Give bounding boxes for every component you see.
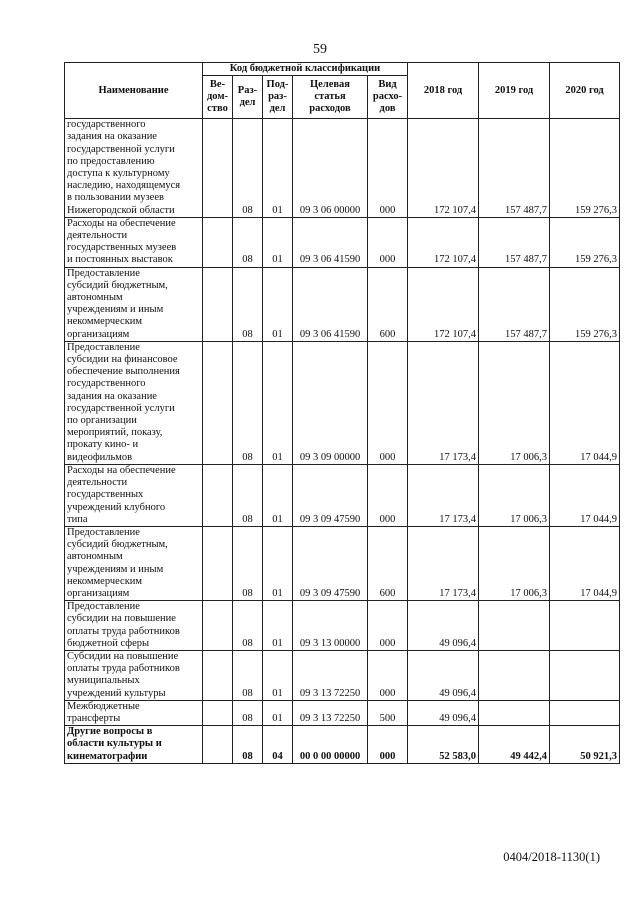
row-tselevaya-statya: 09 3 06 41590 bbox=[293, 217, 368, 267]
row-razdel: 08 bbox=[233, 650, 263, 700]
row-value-2019: 157 487,7 bbox=[479, 217, 550, 267]
row-value-2019: 157 487,7 bbox=[479, 119, 550, 218]
budget-table bbox=[64, 62, 620, 764]
row-value-2019: 49 442,4 bbox=[479, 726, 550, 764]
row-tselevaya-statya: 09 3 09 00000 bbox=[293, 341, 368, 464]
row-value-2018: 172 107,4 bbox=[408, 119, 479, 218]
row-podrazdel: 01 bbox=[263, 119, 293, 218]
row-value-2018: 17 173,4 bbox=[408, 464, 479, 526]
row-vedomstvo bbox=[203, 119, 233, 218]
row-tselevaya-statya: 09 3 13 72250 bbox=[293, 650, 368, 700]
row-vedomstvo bbox=[203, 726, 233, 764]
row-vid-raskhodov: 000 bbox=[368, 726, 408, 764]
row-value-2020: 17 044,9 bbox=[550, 526, 620, 600]
row-podrazdel: 01 bbox=[263, 650, 293, 700]
row-vedomstvo bbox=[203, 700, 233, 725]
row-value-2019: 17 006,3 bbox=[479, 341, 550, 464]
row-name: Предоставление субсидий бюджетным, автономным учреждениям и иным некоммерческим организациям bbox=[65, 267, 203, 341]
row-vid-raskhodov: 000 bbox=[368, 119, 408, 218]
row-name: Предоставление субсидий бюджетным, автономным учреждениям и иным некоммерческим организациям bbox=[65, 526, 203, 600]
row-vedomstvo bbox=[203, 217, 233, 267]
row-vid-raskhodov: 000 bbox=[368, 217, 408, 267]
header-tselevaya-statya: Целевая статья расходов bbox=[293, 76, 368, 119]
row-name: Расходы на обеспечение деятельности государственных музеев и постоянных выставок bbox=[65, 217, 203, 267]
row-vid-raskhodov: 000 bbox=[368, 650, 408, 700]
row-vid-raskhodov: 500 bbox=[368, 700, 408, 725]
row-value-2018: 17 173,4 bbox=[408, 341, 479, 464]
row-podrazdel: 01 bbox=[263, 267, 293, 341]
row-name: Предоставление субсидии на финансовое обеспечение выполнения государственного задания на оказание государственной услуги по организации мероприятий, показу, прокату кино- и видеофильмов bbox=[65, 341, 203, 464]
row-value-2020: 159 276,3 bbox=[550, 119, 620, 218]
row-razdel: 08 bbox=[233, 267, 263, 341]
row-value-2020: 159 276,3 bbox=[550, 217, 620, 267]
header-vid-raskhodov: Вид расхо- дов bbox=[368, 76, 408, 119]
table-row bbox=[65, 650, 620, 700]
row-razdel: 08 bbox=[233, 726, 263, 764]
row-value-2020 bbox=[550, 601, 620, 651]
row-name: государственного задания на оказание государственной услуги по предоставлению доступа к культурному наследию, находящемуся в пользовании музеев Нижегородской области bbox=[65, 119, 203, 218]
row-value-2018: 49 096,4 bbox=[408, 601, 479, 651]
table-row bbox=[65, 217, 620, 267]
row-value-2019 bbox=[479, 601, 550, 651]
row-tselevaya-statya: 09 3 13 72250 bbox=[293, 700, 368, 725]
header-2019: 2019 год bbox=[479, 63, 550, 119]
row-name: Предоставление субсидии на повышение оплаты труда работников бюджетной сферы bbox=[65, 601, 203, 651]
row-vedomstvo bbox=[203, 267, 233, 341]
row-vedomstvo bbox=[203, 464, 233, 526]
row-podrazdel: 01 bbox=[263, 341, 293, 464]
row-value-2020: 17 044,9 bbox=[550, 341, 620, 464]
header-razdel: Раз- дел bbox=[233, 76, 263, 119]
row-value-2020: 50 921,3 bbox=[550, 726, 620, 764]
row-value-2018: 49 096,4 bbox=[408, 650, 479, 700]
row-value-2019: 157 487,7 bbox=[479, 267, 550, 341]
row-vedomstvo bbox=[203, 601, 233, 651]
row-podrazdel: 01 bbox=[263, 217, 293, 267]
row-podrazdel: 04 bbox=[263, 726, 293, 764]
row-name: Межбюджетные трансферты bbox=[65, 700, 203, 725]
table-row bbox=[65, 700, 620, 725]
row-vid-raskhodov: 000 bbox=[368, 601, 408, 651]
row-name: Субсидии на повышение оплаты труда работников муниципальных учреждений культуры bbox=[65, 650, 203, 700]
row-podrazdel: 01 bbox=[263, 526, 293, 600]
row-razdel: 08 bbox=[233, 464, 263, 526]
table-body bbox=[65, 119, 620, 764]
row-vid-raskhodov: 000 bbox=[368, 464, 408, 526]
row-razdel: 08 bbox=[233, 119, 263, 218]
row-razdel: 08 bbox=[233, 700, 263, 725]
header-budget-code: Код бюджетной классификации bbox=[203, 63, 408, 76]
header-2018: 2018 год bbox=[408, 63, 479, 119]
row-podrazdel: 01 bbox=[263, 601, 293, 651]
row-vedomstvo bbox=[203, 526, 233, 600]
row-value-2020 bbox=[550, 650, 620, 700]
row-razdel: 08 bbox=[233, 601, 263, 651]
row-value-2019 bbox=[479, 700, 550, 725]
row-tselevaya-statya: 00 0 00 00000 bbox=[293, 726, 368, 764]
table-row bbox=[65, 526, 620, 600]
row-value-2019: 17 006,3 bbox=[479, 464, 550, 526]
row-podrazdel: 01 bbox=[263, 464, 293, 526]
row-name: Другие вопросы в области культуры и кинематографии bbox=[65, 726, 203, 764]
table-row bbox=[65, 726, 620, 764]
row-value-2020: 159 276,3 bbox=[550, 267, 620, 341]
row-vid-raskhodov: 600 bbox=[368, 526, 408, 600]
row-tselevaya-statya: 09 3 13 00000 bbox=[293, 601, 368, 651]
row-tselevaya-statya: 09 3 09 47590 bbox=[293, 464, 368, 526]
row-value-2018: 17 173,4 bbox=[408, 526, 479, 600]
row-value-2018: 172 107,4 bbox=[408, 217, 479, 267]
row-vid-raskhodov: 000 bbox=[368, 341, 408, 464]
row-value-2018: 52 583,0 bbox=[408, 726, 479, 764]
row-value-2018: 172 107,4 bbox=[408, 267, 479, 341]
row-name: Расходы на обеспечение деятельности государственных учреждений клубного типа bbox=[65, 464, 203, 526]
table-row bbox=[65, 601, 620, 651]
table-row bbox=[65, 267, 620, 341]
row-tselevaya-statya: 09 3 06 00000 bbox=[293, 119, 368, 218]
table-row bbox=[65, 464, 620, 526]
header-vedomstvo: Ве- дом- ство bbox=[203, 76, 233, 119]
row-vedomstvo bbox=[203, 650, 233, 700]
row-value-2018: 49 096,4 bbox=[408, 700, 479, 725]
table-row bbox=[65, 119, 620, 218]
row-podrazdel: 01 bbox=[263, 700, 293, 725]
row-value-2019 bbox=[479, 650, 550, 700]
row-razdel: 08 bbox=[233, 217, 263, 267]
row-value-2020: 17 044,9 bbox=[550, 464, 620, 526]
row-tselevaya-statya: 09 3 06 41590 bbox=[293, 267, 368, 341]
page-number: 59 bbox=[313, 42, 327, 57]
header-podrazdel: Под- раз- дел bbox=[263, 76, 293, 119]
header-name: Наименование bbox=[65, 63, 203, 119]
table-row bbox=[65, 341, 620, 464]
row-vid-raskhodov: 600 bbox=[368, 267, 408, 341]
document-code: 0404/2018-1130(1) bbox=[503, 850, 600, 864]
row-value-2020 bbox=[550, 700, 620, 725]
row-tselevaya-statya: 09 3 09 47590 bbox=[293, 526, 368, 600]
row-value-2019: 17 006,3 bbox=[479, 526, 550, 600]
row-vedomstvo bbox=[203, 341, 233, 464]
table-header bbox=[65, 63, 620, 119]
row-razdel: 08 bbox=[233, 526, 263, 600]
header-2020: 2020 год bbox=[550, 63, 620, 119]
row-razdel: 08 bbox=[233, 341, 263, 464]
